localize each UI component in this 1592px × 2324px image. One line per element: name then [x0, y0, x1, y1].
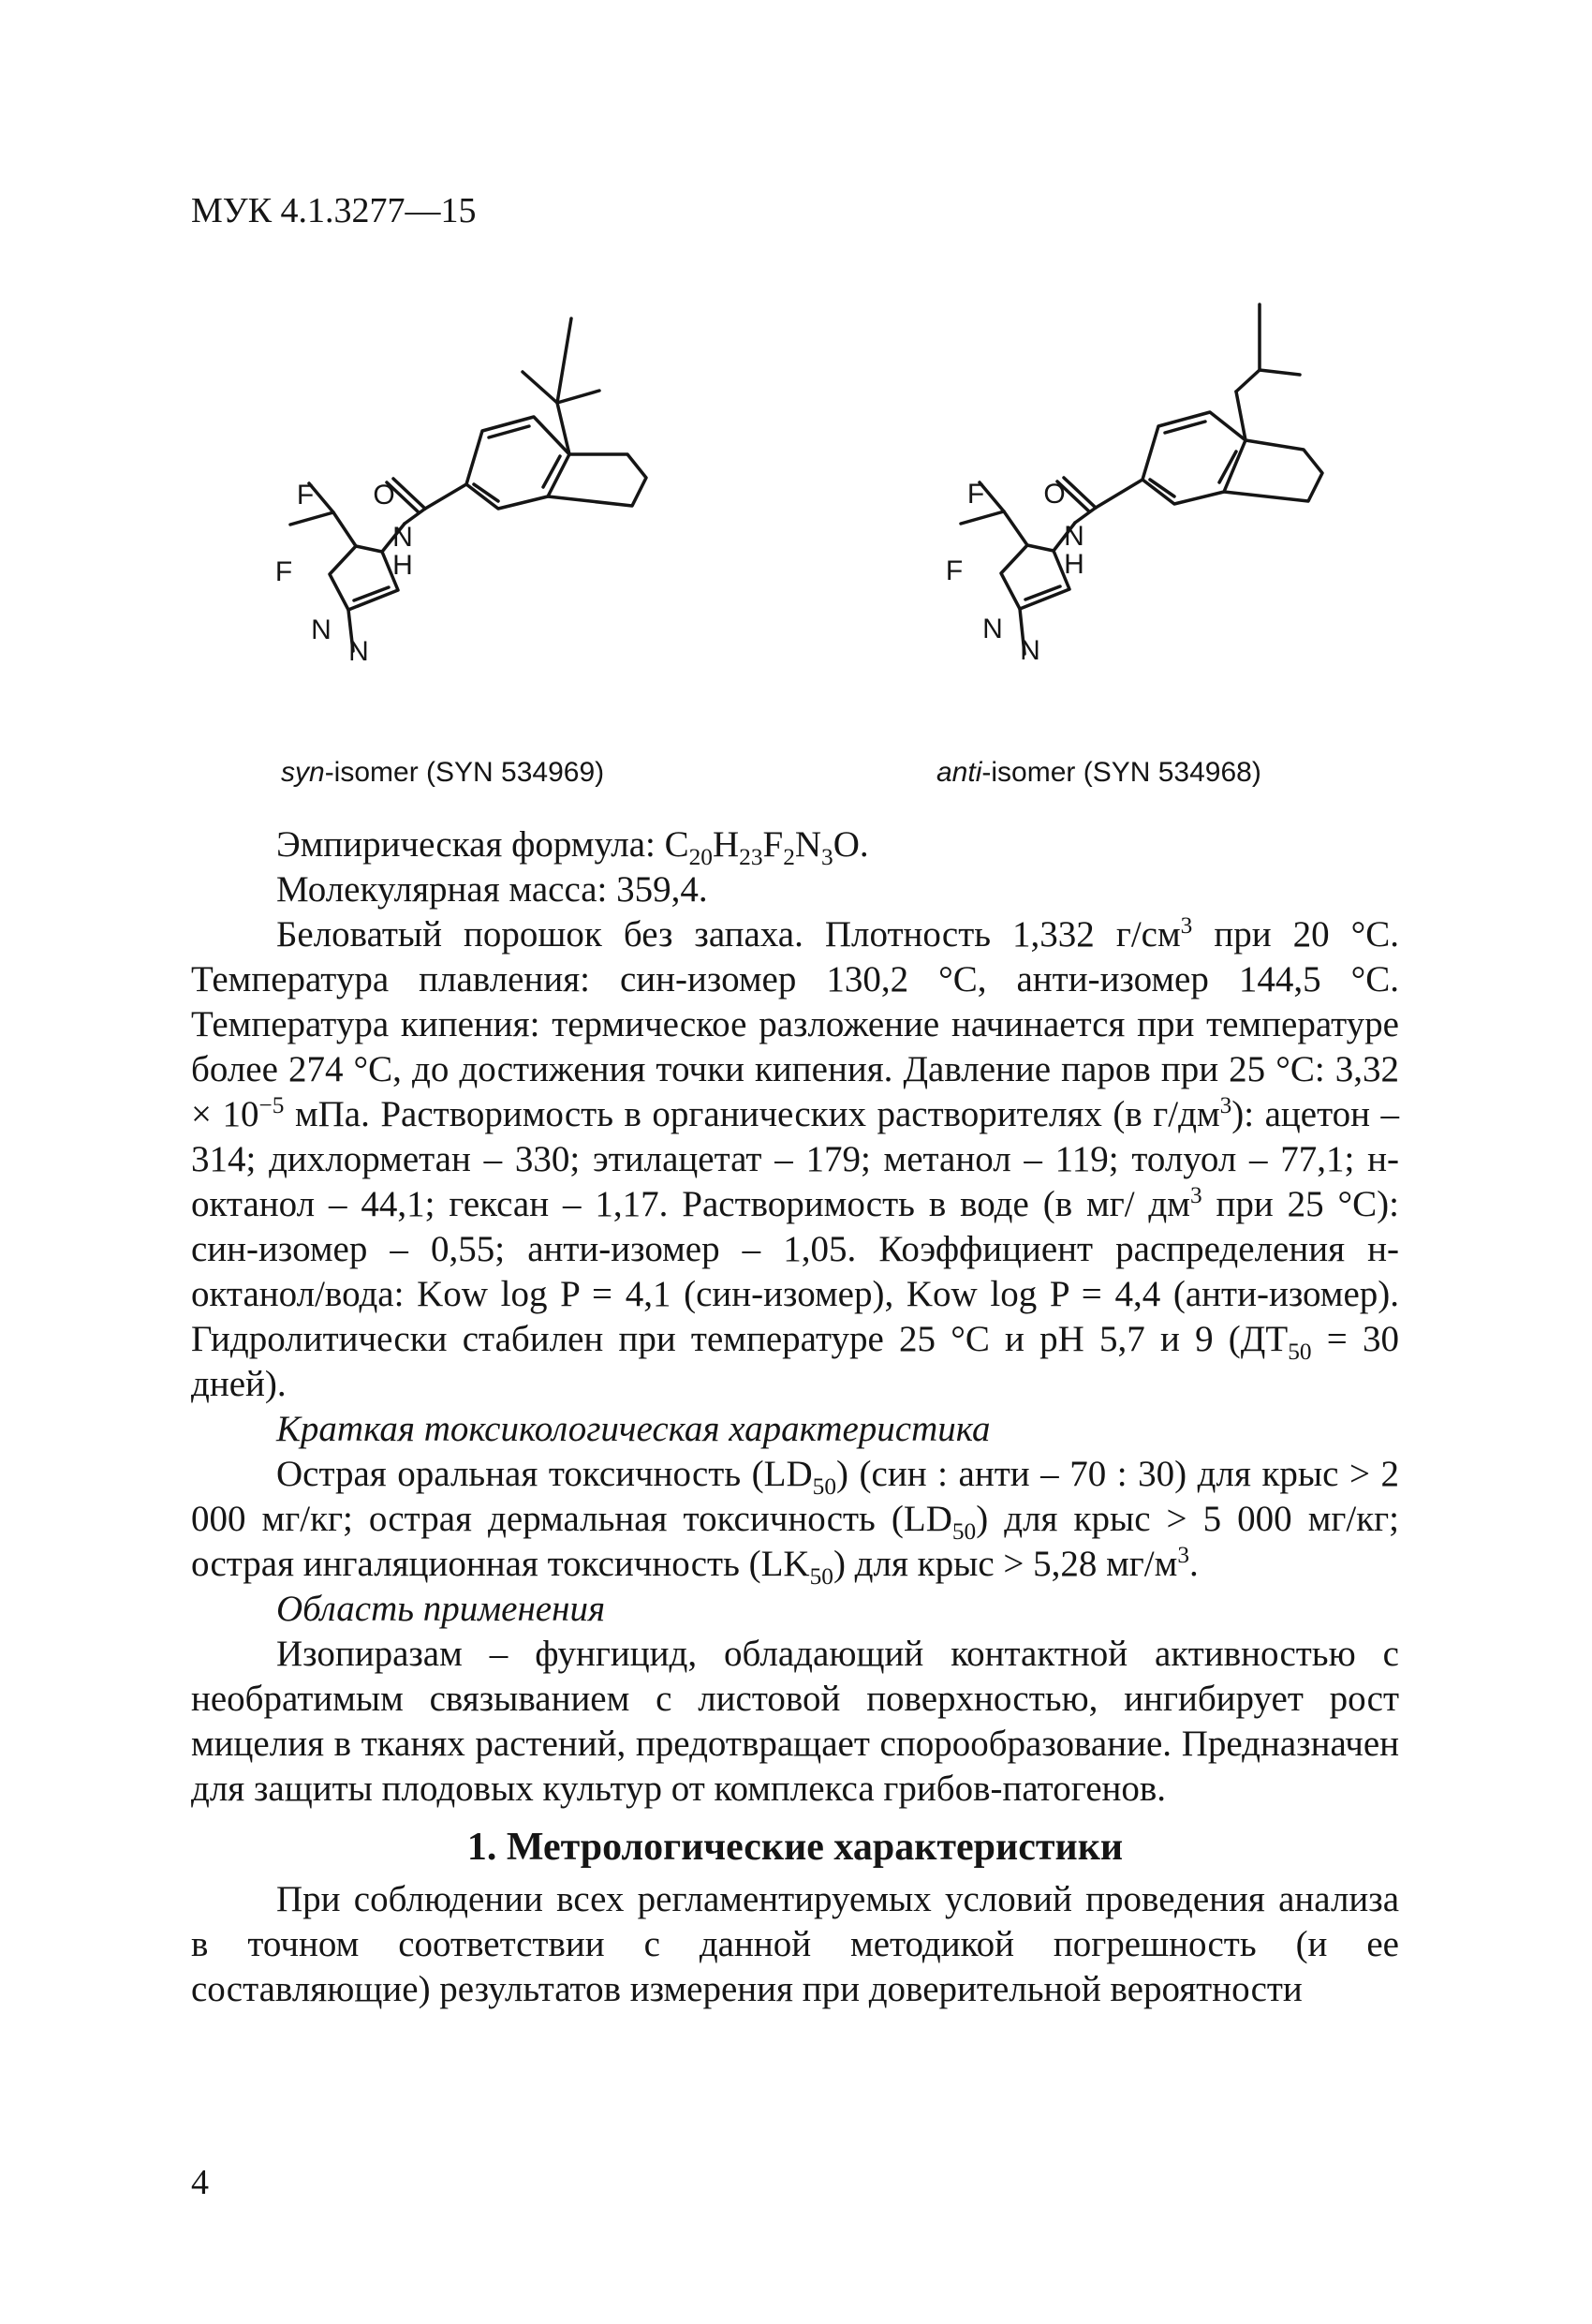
props-text-6: = 30 дней). [191, 1319, 1399, 1404]
oxygen-label: O [1043, 479, 1066, 510]
formula-n: N [794, 824, 822, 865]
document-body [191, 822, 1399, 2012]
props-text-5: при 25 °С): син-изомер – 0,55; анти-изомер – 1,05. Коэффициент распределения н-октанол/вода: Kow log P = 4,1 (син-изомер), Kow log P = 4,4 (анти-изомер). Гидролитически стабилен при температуре 25 °С и pH 5,7 и 9 (ДТ [191, 1184, 1399, 1359]
props-text-4: ): ацетон – 314; дихлорметан – 330; этилацетат – 179; метанол – 119; толуол – 77,1; н-октанол – 44,1; гексан – 1,17. Растворимость в воде (в мг/ дм [191, 1094, 1399, 1224]
syn-caption-text: -isomer (SYN 534969) [324, 757, 605, 788]
tox-sub-3: 50 [809, 1562, 833, 1590]
formula-c-count: 20 [688, 843, 713, 870]
props-sup-3: 3 [1219, 1092, 1232, 1118]
tox-text-3: ) для крыс > 5 000 мг/кг; острая ингаляционная токсичность (LK [191, 1499, 1399, 1584]
ring-nitrogen-2-label: N [348, 636, 369, 667]
formula-n-count: 3 [821, 843, 833, 870]
fluorine-1-label: F [966, 479, 985, 510]
ring-nitrogen-1-label: N [982, 614, 1003, 644]
physical-properties [191, 912, 1399, 1407]
anti-isomer-drawing [843, 300, 1330, 740]
amide-nitrogen-label: N [1064, 521, 1084, 552]
tox-heading: Краткая токсикологическая характеристика [276, 1409, 991, 1449]
anti-prefix: anti [936, 757, 982, 788]
fluorine-2-label: F [945, 555, 964, 586]
props-sub-5: 50 [1288, 1338, 1312, 1365]
props-sup-1: 3 [1180, 912, 1193, 939]
usage-text: Изопиразам – фунгицид, обладающий контактной активностью с необратимым связыванием с листовой поверхностью, ингибирует рост мицелия в тканях растений, предотвращает спорообразование. Предназначен для защиты плодовых культур от комплекса грибов-патогенов. [191, 1634, 1399, 1809]
tox-sub-1: 50 [812, 1473, 837, 1500]
anti-caption-text: -isomer (SYN 534968) [981, 757, 1261, 788]
syn-isomer-caption [281, 757, 604, 789]
usage-heading: Область применения [276, 1589, 606, 1629]
tox-text-2: ) (син : анти – 70 : 30) для крыс > 2 000 мг/кг; острая дермальная токсичность (LD [191, 1454, 1399, 1539]
formula-f: F [762, 824, 784, 865]
molecular-mass: Молекулярная масса: 359,4. [276, 869, 708, 910]
amide-nitrogen-label: N [392, 522, 413, 553]
formula-h-count: 23 [739, 843, 763, 870]
formula-o: O. [833, 824, 869, 865]
formula-f-count: 2 [783, 843, 795, 870]
props-sup-2: −5 [258, 1092, 285, 1118]
props-sup-4: 3 [1189, 1182, 1202, 1208]
anti-isomer-caption [936, 757, 1261, 789]
section-1-heading: 1. Метрологические характеристики [466, 1826, 1124, 1869]
tox-sub-2: 50 [951, 1517, 977, 1545]
page-number: 4 [191, 2163, 209, 2202]
fluorine-1-label: F [296, 480, 315, 511]
props-text-3: мПа. Растворимость в органических растворителях (в г/дм [284, 1094, 1220, 1134]
tox-text-1: Острая оральная токсичность (LD [276, 1454, 813, 1494]
ring-nitrogen-1-label: N [311, 614, 332, 645]
formula-h: H [712, 824, 740, 865]
formula-c: C [664, 824, 689, 865]
document-code: МУК 4.1.3277—15 [191, 191, 477, 230]
tox-sup-4: 3 [1177, 1542, 1189, 1568]
tox-text [191, 1452, 1399, 1590]
props-text-1: Беловатый порошок без запаха. Плотность 1,332 г/см [276, 914, 1181, 955]
syn-prefix: syn [281, 757, 325, 788]
section-1-text: При соблюдении всех регламентируемых условий проведения анализа в точном соответствии с данной методикой погрешность (и ее составляющие) результатов измерения при доверительной вероятности [191, 1879, 1399, 2009]
tox-text-5: . [1189, 1544, 1199, 1584]
amide-hydrogen-label: H [392, 550, 413, 581]
anti-isomer-structure [843, 300, 1330, 740]
empirical-formula [191, 822, 1399, 870]
tox-text-4: ) для крыс > 5,28 мг/м [833, 1544, 1178, 1584]
formula-label: Эмпирическая формула: [276, 824, 665, 865]
oxygen-label: O [373, 480, 395, 511]
amide-hydrogen-label: H [1064, 549, 1084, 580]
fluorine-2-label: F [274, 556, 293, 587]
syn-isomer-drawing [225, 314, 712, 745]
props-text-2: при 20 °С. Температура плавления: син-изомер 130,2 °С, анти-изомер 144,5 °С. Температура кипения: термическое разложение начинается при температуре более 274 °С, до достижения точки кипения. Давление паров при 25 °С: 3,32 × 10 [191, 914, 1399, 1134]
ring-nitrogen-2-label: N [1020, 635, 1040, 666]
syn-isomer-structure [225, 314, 712, 745]
